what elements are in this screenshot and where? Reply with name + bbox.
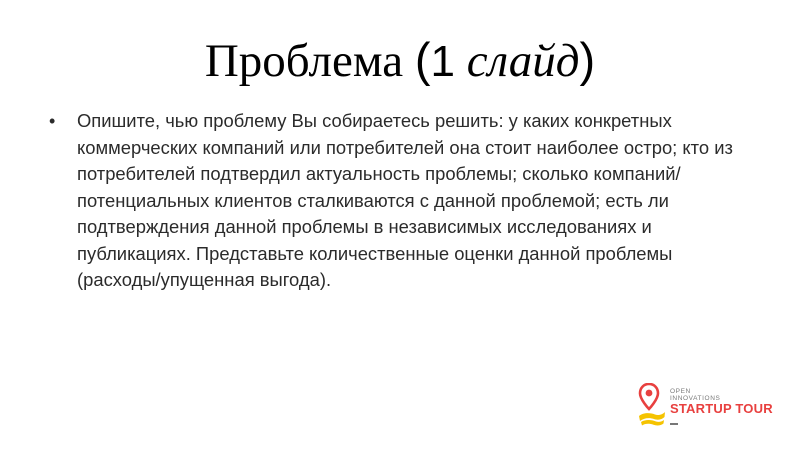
title-word: слайд <box>455 35 580 87</box>
slide-title <box>0 32 800 100</box>
bullet-item <box>49 108 759 294</box>
bullet-list <box>49 108 759 294</box>
title-paren-close: ) <box>579 33 596 86</box>
bullet-text: Опишите, чью проблему Вы собираетесь решить: у каких конкретных коммерческих компаний или потребителей она стоит наиболее остро; кто из потребителей подтвердил актуальность проблемы; сколько компаний/потенциальных клиентов сталкиваются с данной проблемой; есть ли подтверждения данной проблемы в независимых исследованиях и публикациях. Представьте количественные оценки данной проблемы (расходы/упущенная выгода). <box>77 110 733 290</box>
map-pin-icon <box>638 383 666 427</box>
title-main: Проблема <box>204 35 415 87</box>
logo-line-innovations: INNOVATIONS <box>670 395 721 402</box>
startup-tour-logo <box>638 383 778 433</box>
logo-underline <box>670 423 678 425</box>
logo-line-open: OPEN <box>670 388 691 395</box>
bullet-dot: • <box>49 111 56 131</box>
title-number: 1 <box>430 37 456 86</box>
title-paren-open: ( <box>414 33 431 86</box>
logo-line-startup-tour: STARTUP TOUR <box>670 401 773 416</box>
